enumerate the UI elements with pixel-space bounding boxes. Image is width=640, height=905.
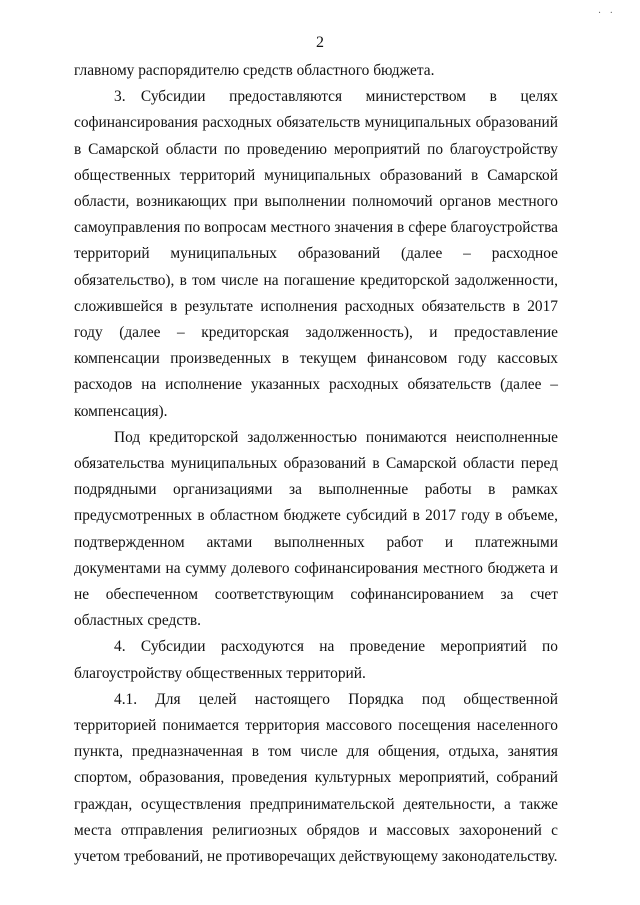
- corner-mark: · ·: [597, 8, 616, 19]
- page-number: 2: [316, 34, 324, 51]
- paragraph-continuation: главному распорядителю средств областного бюджета.: [74, 62, 435, 79]
- paragraph-clause-4-1: 4.1. Для целей настоящего Порядка под общественной территорией понимается территория массового посещения населенного пункта, предназначенная в том числе для общения, отдыха, занятия спортом, образования, проведения культурных мероприятий, собраний граждан, осуществления предпринимательской деятельности, а также места отправления религиозных обрядов и массовых захоронений с учетом требований, не противоречащих действующему законодательству.: [74, 690, 558, 866]
- paragraph-creditor-debt-definition: Под кредиторской задолженностью понимаются неисполненные обязательства муниципальных образований в Самарской области перед подрядными организациями за выполненные работы в рамках предусмотренных в областном бюджете субсидий в 2017 году в объеме, подтвержденном актами выполненных работ и платежными документами на сумму долевого софинансирования местного бюджета и не обеспеченном соответствующим софинансированием за счет областных средств.: [74, 428, 558, 630]
- document-body: [74, 58, 558, 870]
- paragraph-clause-3: 3. Субсидии предоставляются министерством в целях софинансирования расходных обязательств муниципальных образований в Самарской области по проведению мероприятий по благоустройству общественных территорий муниципальных образований в Самарской области, возникающих при выполнении полномочий органов местного самоуправления по вопросам местного значения в сфере благоустройства территорий муниципальных образований (далее – расходное обязательство), в том числе на погашение кредиторской задолженности, сложившейся в результате исполнения расходных обязательств в 2017 году (далее – кредиторская задолженность), и предоставление компенсации произведенных в текущем финансовом году кассовых расходов на исполнение указанных расходных обязательств (далее – компенсация).: [74, 88, 558, 420]
- paragraph-clause-4: 4. Субсидии расходуются на проведение мероприятий по благоустройству общественных территорий.: [74, 638, 558, 682]
